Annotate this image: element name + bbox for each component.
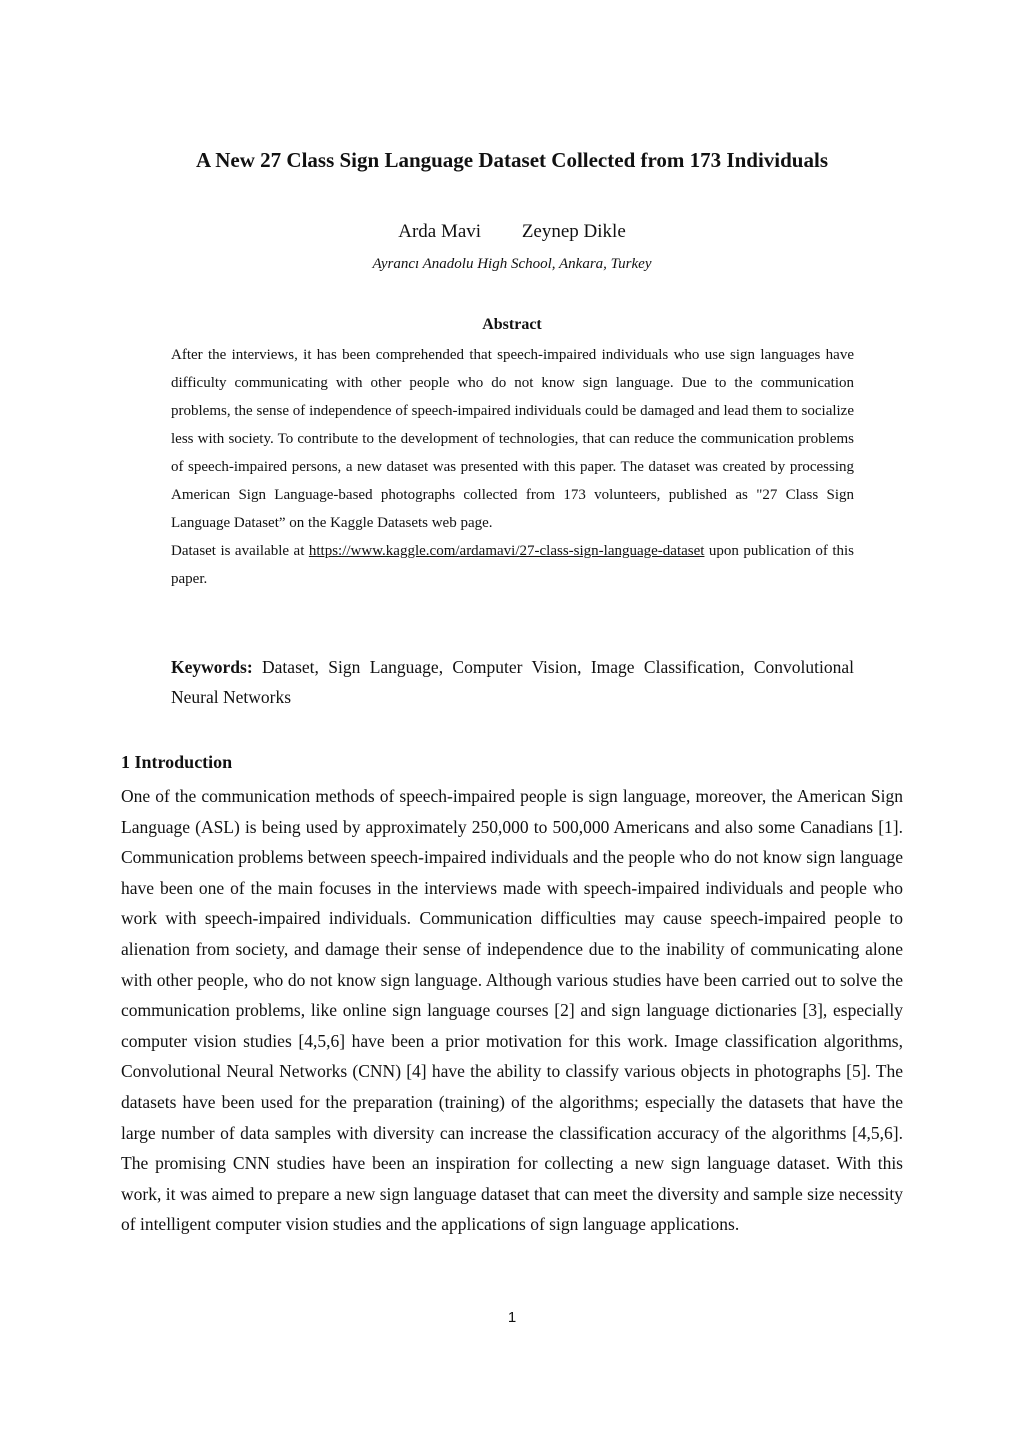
availability-suffix: upon publication of this paper.: [171, 543, 855, 587]
paper-title: A New 27 Class Sign Language Dataset Collected from 173 Individuals: [196, 148, 828, 172]
dataset-availability: [171, 537, 854, 593]
page-number: 1: [507, 1309, 517, 1326]
section-heading-introduction: 1 Introduction: [121, 752, 233, 772]
keywords-label: Keywords:: [171, 657, 253, 677]
author-affiliation: Ayrancı Anadolu High School, Ankara, Turkey: [372, 256, 652, 272]
introduction-body: One of the communication methods of speech-impaired people is sign language, moreover, the American Sign Language (ASL) is being used by approximately 250,000 to 500,000 Americans and also some Canadians [1]. Communication problems between speech-impaired individuals and the people who do not know sign language have been one of the main focuses in the interviews made with speech-impaired individuals and people who work with speech-impaired individuals. Communication difficulties may cause speech-impaired people to alienation from society, and damage their sense of independence due to the inability of communicating alone with other people, who do not know sign language. Although various studies have been carried out to solve the communication problems, like online sign language courses [2] and sign language dictionaries [3], especially computer vision studies [4,5,6] have been a prior motivation for this work. Image classification algorithms, Convolutional Neural Networks (CNN) [4] have the ability to classify various objects in photographs [5]. The datasets have been used for the preparation (training) of the algorithms; especially the datasets that have the large number of data samples with diversity can increase the classification accuracy of the algorithms [4,5,6]. The promising CNN studies have been an inspiration for collecting a new sign language dataset. With this work, it was aimed to prepare a new sign language dataset that can meet the diversity and sample size necessity of intelligent computer vision studies and the applications of sign language applications.: [121, 786, 903, 1235]
author-list: [0, 218, 1024, 246]
author-name: Zeynep Dikle: [521, 221, 626, 242]
keywords-section: [171, 652, 854, 712]
author-name: Arda Mavi: [398, 221, 482, 242]
abstract-section: [171, 341, 854, 593]
abstract-body: After the interviews, it has been comprehended that speech-impaired individuals who use sign languages have difficulty communicating with other people who do not know sign language. Due to the communication problems, the sense of independence of speech-impaired individuals could be damaged and lead them to socialize less with society. To contribute to the development of technologies, that can reduce the communication problems of speech-impaired persons, a new dataset was presented with this paper. The dataset was created by processing American Sign Language-based photographs collected from 173 volunteers, published as "27 Class Sign Language Dataset” on the Kaggle Datasets web page.: [171, 347, 854, 531]
availability-prefix: Dataset is available at: [171, 543, 305, 559]
keywords-text: Dataset, Sign Language, Computer Vision, Image Classification, Convolutional Neural Networks: [171, 657, 855, 707]
dataset-link[interactable]: https://www.kaggle.com/ardamavi/27-class-sign-language-dataset: [308, 543, 705, 559]
abstract-heading: Abstract: [482, 316, 542, 333]
